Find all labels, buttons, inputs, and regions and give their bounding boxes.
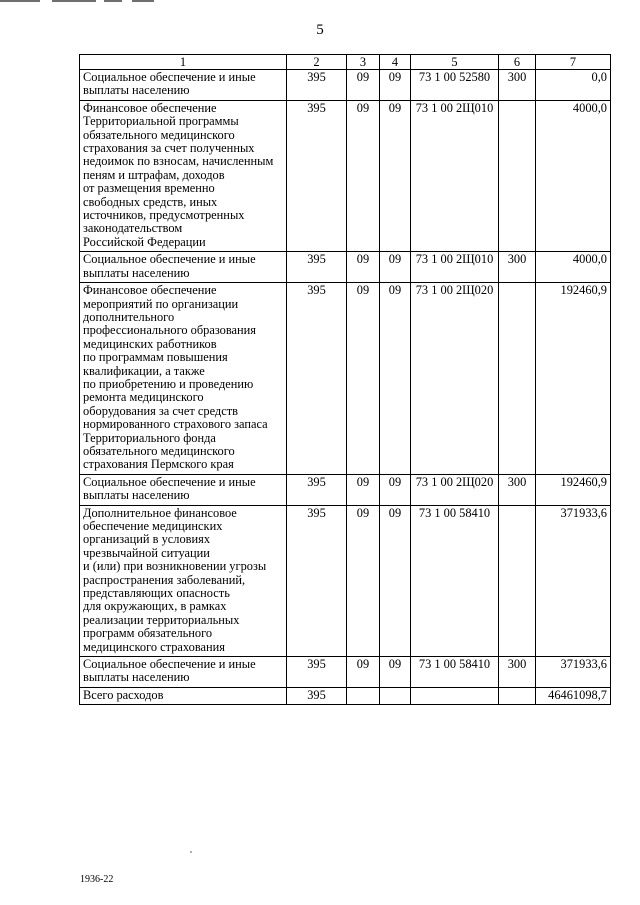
cell-subsection-code: 09 xyxy=(380,252,411,283)
budget-table xyxy=(79,54,611,705)
cell-subsection-code: 09 xyxy=(380,505,411,656)
cell-target-article-code: 73 1 00 58410 xyxy=(411,505,499,656)
table-row xyxy=(80,687,611,704)
cell-row-name: Дополнительное финансовое обеспечение медицинских организаций в условиях чрезвычайной ситуации и (или) при возникновении угрозы распространения заболеваний, представляющих опасность для окружающих, в рамках реализации территориальных программ обязательного медицинского страхования xyxy=(80,505,287,656)
cell-admin-code: 395 xyxy=(287,505,347,656)
cell-subsection-code: 09 xyxy=(380,70,411,101)
page-number: 5 xyxy=(316,22,324,38)
cell-section-code: 09 xyxy=(347,70,380,101)
cell-row-name: Финансовое обеспечение Территориальной программы обязательного медицинского страхования за счет полученных недоимок по взносам, начисленным пеням и штрафам, доходов от размещения временно свободных средств, иных источников, предусмотренных законодательством Российской Федерации xyxy=(80,100,287,251)
cell-expense-type-code: 300 xyxy=(499,70,536,101)
cell-target-article-code: 73 1 00 2Щ020 xyxy=(411,283,499,475)
cell-row-name: Финансовое обеспечение мероприятий по организации дополнительного профессионального образования медицинских работников по программам повышения квалификации, а также по приобретению и проведению ремонта медицинского оборудования за счет средств нормированного страхового запаса Территориального фонда обязательного медицинского страхования Пермского края xyxy=(80,283,287,475)
cell-admin-code: 395 xyxy=(287,687,347,704)
cell-subsection-code: 09 xyxy=(380,283,411,475)
table-row xyxy=(80,474,611,505)
cell-section-code: 09 xyxy=(347,252,380,283)
column-header: 3 xyxy=(347,55,380,70)
cell-admin-code: 395 xyxy=(287,283,347,475)
scan-speck xyxy=(190,851,192,853)
cell-row-name: Всего расходов xyxy=(80,687,287,704)
cell-amount: 192460,9 xyxy=(536,283,611,475)
cell-amount: 371933,6 xyxy=(536,505,611,656)
cell-expense-type-code xyxy=(499,505,536,656)
cell-expense-type-code: 300 xyxy=(499,657,536,688)
table-row xyxy=(80,283,611,475)
table-row xyxy=(80,100,611,251)
cell-row-name: Социальное обеспечение и иные выплаты населению xyxy=(80,657,287,688)
cell-subsection-code: 09 xyxy=(380,100,411,251)
table-row xyxy=(80,70,611,101)
cell-amount: 4000,0 xyxy=(536,252,611,283)
cell-row-name: Социальное обеспечение и иные выплаты населению xyxy=(80,474,287,505)
table-row xyxy=(80,657,611,688)
scan-edge-mark xyxy=(52,0,96,2)
cell-amount: 0,0 xyxy=(536,70,611,101)
cell-target-article-code: 73 1 00 58410 xyxy=(411,657,499,688)
cell-amount: 192460,9 xyxy=(536,474,611,505)
cell-expense-type-code: 300 xyxy=(499,474,536,505)
scan-edge-mark xyxy=(104,0,122,2)
cell-target-article-code: 73 1 00 2Щ010 xyxy=(411,252,499,283)
cell-section-code xyxy=(347,687,380,704)
table-row xyxy=(80,252,611,283)
cell-admin-code: 395 xyxy=(287,70,347,101)
table-body xyxy=(80,55,611,705)
cell-expense-type-code xyxy=(499,283,536,475)
column-header: 2 xyxy=(287,55,347,70)
column-header: 4 xyxy=(380,55,411,70)
cell-section-code: 09 xyxy=(347,100,380,251)
cell-subsection-code: 09 xyxy=(380,657,411,688)
cell-target-article-code xyxy=(411,687,499,704)
cell-amount: 371933,6 xyxy=(536,657,611,688)
column-header: 6 xyxy=(499,55,536,70)
cell-section-code: 09 xyxy=(347,505,380,656)
cell-section-code: 09 xyxy=(347,657,380,688)
table-row xyxy=(80,505,611,656)
scan-edge-mark xyxy=(0,0,40,2)
column-header: 1 xyxy=(80,55,287,70)
cell-subsection-code: 09 xyxy=(380,474,411,505)
cell-section-code: 09 xyxy=(347,474,380,505)
column-header: 5 xyxy=(411,55,499,70)
cell-target-article-code: 73 1 00 2Щ020 xyxy=(411,474,499,505)
cell-admin-code: 395 xyxy=(287,474,347,505)
cell-target-article-code: 73 1 00 2Щ010 xyxy=(411,100,499,251)
cell-expense-type-code xyxy=(499,687,536,704)
document-code: 1936-22 xyxy=(80,874,114,885)
table-header-row xyxy=(80,55,611,70)
cell-amount: 4000,0 xyxy=(536,100,611,251)
cell-row-name: Социальное обеспечение и иные выплаты населению xyxy=(80,252,287,283)
cell-target-article-code: 73 1 00 52580 xyxy=(411,70,499,101)
cell-admin-code: 395 xyxy=(287,252,347,283)
cell-amount: 46461098,7 xyxy=(536,687,611,704)
cell-subsection-code xyxy=(380,687,411,704)
cell-row-name: Социальное обеспечение и иные выплаты населению xyxy=(80,70,287,101)
cell-admin-code: 395 xyxy=(287,100,347,251)
cell-section-code: 09 xyxy=(347,283,380,475)
cell-admin-code: 395 xyxy=(287,657,347,688)
cell-expense-type-code: 300 xyxy=(499,252,536,283)
scan-edge-mark xyxy=(132,0,154,2)
cell-expense-type-code xyxy=(499,100,536,251)
column-header: 7 xyxy=(536,55,611,70)
